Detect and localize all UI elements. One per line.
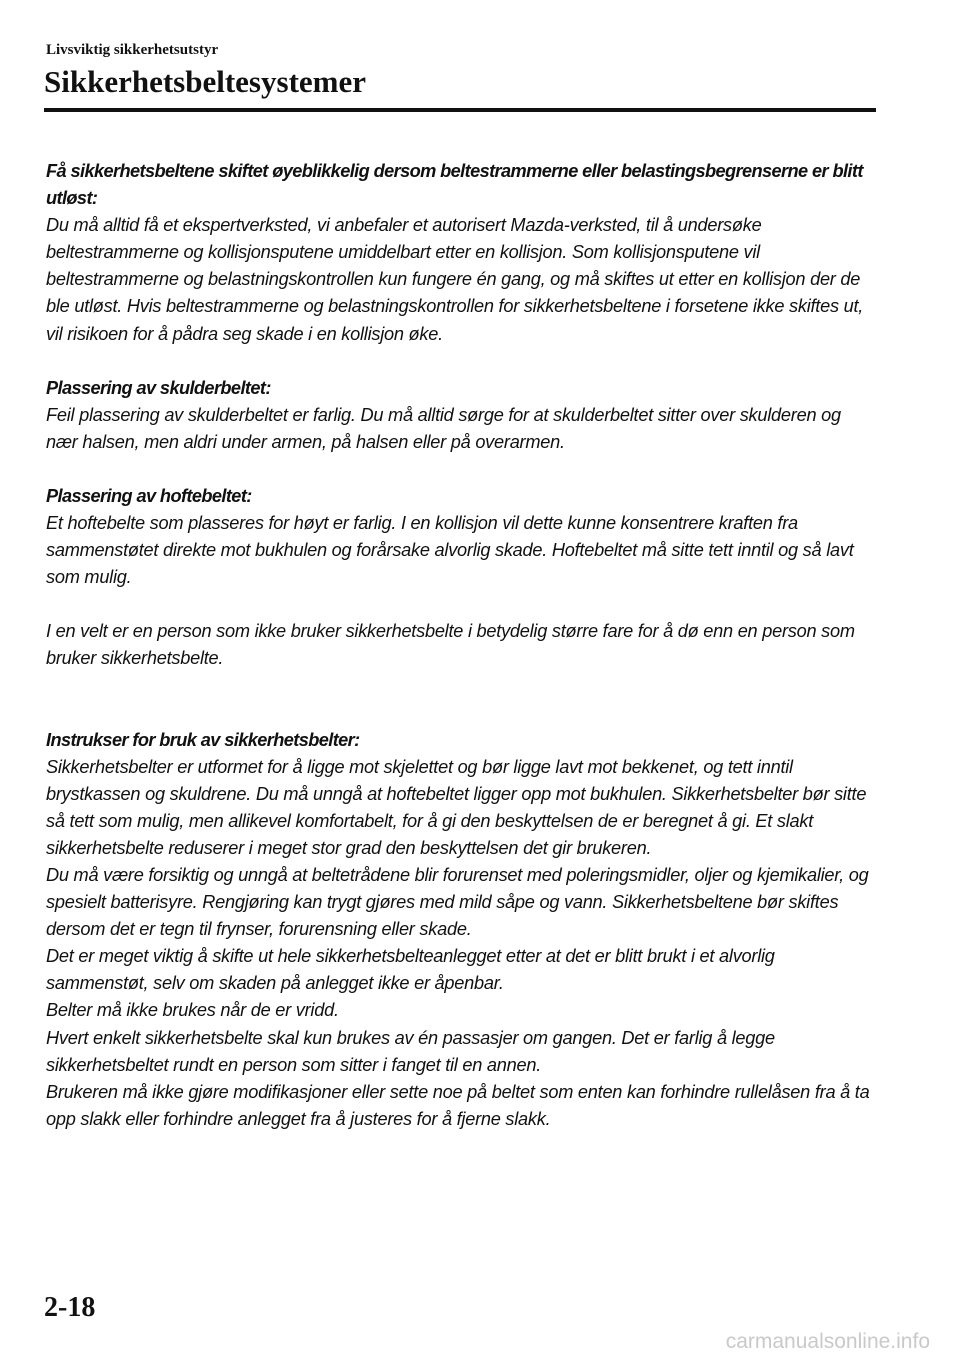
section-lap-belt	[46, 483, 876, 591]
document-body	[46, 158, 876, 1133]
section-body-multiline: Sikkerhetsbelter er utformet for å ligge mot skjelettet og bør ligge lavt mot bekkenet, og tett inntil brystkassen og skuldrene. Du må unngå at hoftebeltet ligger opp mot bukhulen. Sikkerhetsbelter bør sitte så tett som mulig, men allikevel komfortabelt, for å gi den beskyttelsen de er beregnet å gi. Et slakt sikkerhetsbelte reduserer i meget stor grad den beskyttelsen det gir brukeren. Du må være forsiktig og unngå at beltetrådene blir forurenset med poleringsmidler, oljer og kjemikalier, og spesielt batterisyre. Rengjøring kan trygt gjøres med mild såpe og vann. Sikkerhetsbeltene bør skiftes dersom det er tegn til frynser, forurensning eller skade. Det er meget viktig å skifte ut hele sikkerhetsbelteanlegget etter at det er blitt brukt i et alvorlig sammenstøt, selv om skaden på anlegget ikke er åpenbar. Belter må ikke brukes når de er vridd. Hvert enkelt sikkerhetsbelte skal kun brukes av én passasjer om gangen. Det er farlig å legge sikkerhetsbeltet rundt en person som sitter i fanget til en annen. Brukeren må ikke gjøre modifikasjoner eller sette noe på beltet som enten kan forhindre rullelåsen fra å ta opp slakk eller forhindre anlegget fra å justeres for å fjerne slakk.	[46, 756, 870, 1129]
section-belt-instructions	[46, 727, 876, 1133]
section-heading: Plassering av hoftebeltet:	[46, 485, 252, 506]
section-body: Du må alltid få et ekspertverksted, vi anbefaler et autorisert Mazda-verksted, til å undersøke beltestrammerne og kollisjonsputene umiddelbart etter en kollisjon. Som kollisjonsputene vil beltestrammerne og belastningskontrollen kun fungere én gang, og må skiftes ut etter en kollisjon der de ble utløst. Hvis beltestrammerne og belastningskontrollen for sikkerhetsbeltene i forsetene ikke skiftes ut, vil risikoen for å pådra seg skade i en kollisjon øke.	[46, 215, 864, 344]
section-rollover	[46, 618, 876, 672]
section-body: Feil plassering av skulderbeltet er farlig. Du må alltid sørge for at skulderbeltet sitter over skulderen og nær halsen, men aldri under armen, på halsen eller på overarmen.	[46, 404, 841, 452]
section-body: Et hoftebelte som plasseres for høyt er farlig. I en kollisjon vil dette kunne konsentrere kraften fra sammenstøtet direkte mot bukhulen og forårsake alvorlig skade. Hoftebeltet må sitte tett inntil og så lavt som mulig.	[46, 513, 854, 588]
section-shoulder-belt	[46, 375, 876, 456]
section-body: I en velt er en person som ikke bruker sikkerhetsbelte i betydelig større fare for å dø enn en person som bruker sikkerhetsbelte.	[46, 621, 855, 669]
watermark: carmanualsonline.info	[725, 1330, 930, 1353]
section-label: Livsviktig sikkerhetsutstyr	[46, 42, 219, 58]
section-heading: Plassering av skulderbeltet:	[46, 377, 271, 398]
section-heading: Få sikkerhetsbeltene skiftet øyeblikkelig dersom beltestrammerne eller belastingsbegrenserne er blitt utløst:	[46, 161, 863, 209]
page-number: 2-18	[44, 1292, 96, 1323]
page-title: Sikkerhetsbeltesystemer	[44, 64, 366, 99]
section-belt-replacement	[46, 158, 876, 348]
title-rule	[44, 108, 876, 112]
section-heading: Instrukser for bruk av sikkerhetsbelter:	[46, 729, 360, 750]
